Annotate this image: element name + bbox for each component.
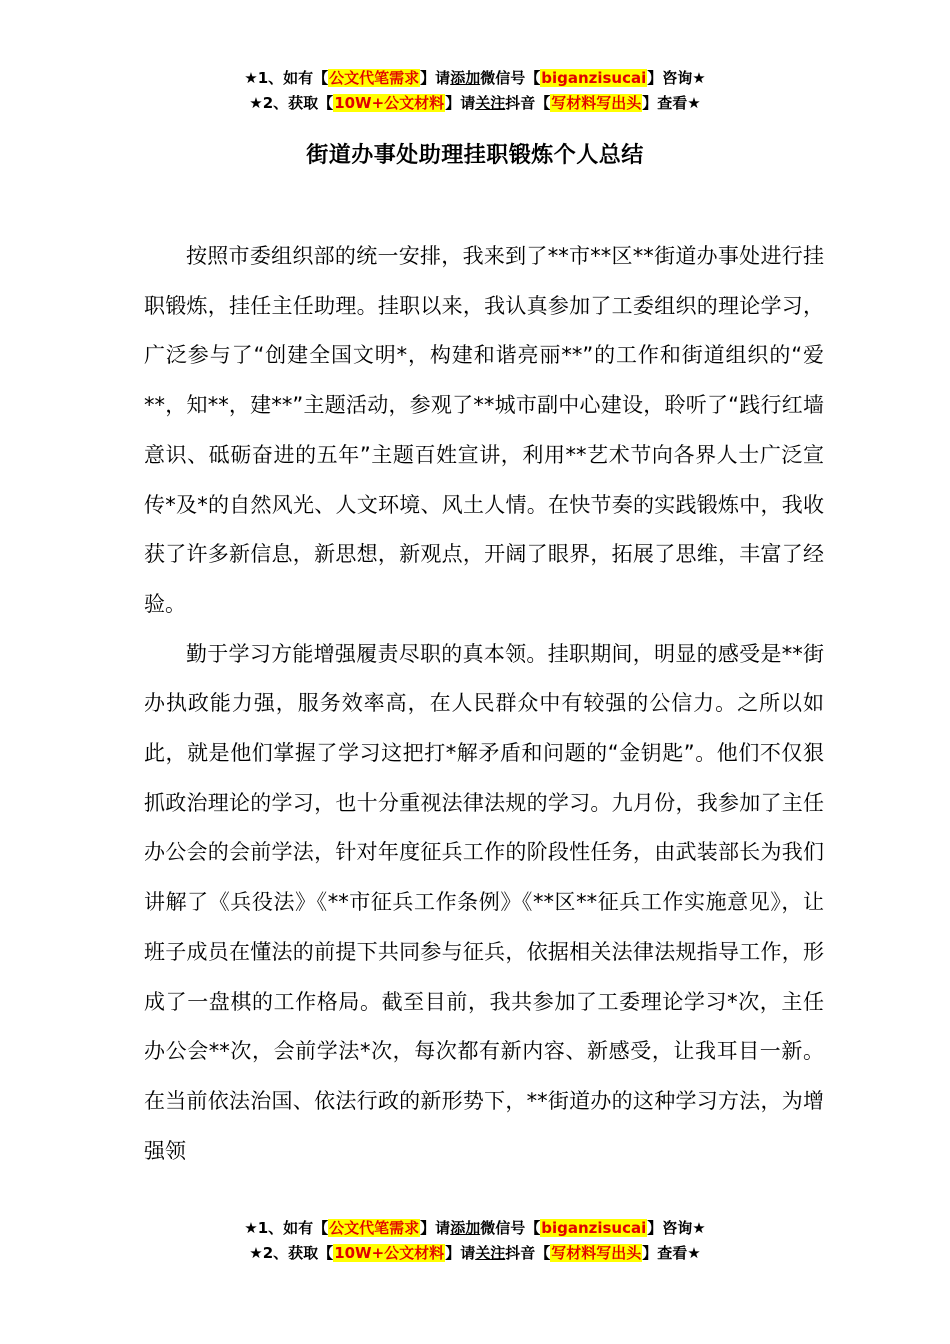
- promo-text: 抖音【: [505, 1244, 551, 1262]
- promo-highlight: 公文代笔需求: [329, 69, 420, 87]
- promo-text: 】请: [420, 1219, 451, 1237]
- promo-text: 】请: [445, 1244, 476, 1262]
- promo-text: 抖音【: [505, 94, 551, 112]
- promo-text: ★2、获取【: [249, 1244, 334, 1262]
- document-body: [144, 232, 824, 1176]
- promo-text: 】咨询★: [647, 69, 706, 87]
- promo-underline: 添加: [450, 69, 481, 87]
- promo-line-2: [0, 1241, 950, 1266]
- promo-text: 微信号【: [480, 69, 541, 87]
- body-paragraph: 勤于学习方能增强履责尽职的真本领。挂职期间，明显的感受是**街办执政能力强，服务效率高，在人民群众中有较强的公信力。之所以如此，就是他们掌握了学习这把打*解矛盾和问题的“金钥匙”。他们不仅狠抓政治理论的学习，也十分重视法律法规的学习。九月份，我参加了主任办公会的会前学法，针对年度征兵工作的阶段性任务，由武装部长为我们讲解了《兵役法》《**市征兵工作条例》《**区**征兵工作实施意见》，让班子成员在懂法的前提下共同参与征兵，依据相关法律法规指导工作，形成了一盘棋的工作格局。截至目前，我共参加了工委理论学习*次，主任办公会**次，会前学法*次，每次都有新内容、新感受，让我耳目一新。在当前依法治国、依法行政的新形势下，**街道办的这种学习方法，为增强领: [144, 641, 824, 1163]
- promo-highlight: 公文代笔需求: [329, 1219, 420, 1237]
- promo-text: ★2、获取【: [249, 94, 334, 112]
- promo-underline: 关注: [475, 94, 506, 112]
- promo-text: 】请: [445, 94, 476, 112]
- body-paragraph: 按照市委组织部的统一安排，我来到了**市**区**街道办事处进行挂职锻炼，挂任主任助理。挂职以来，我认真参加了工委组织的理论学习，广泛参与了“创建全国文明*，构建和谐亮丽**”的工作和街道组织的“爱**，知**，建**”主题活动，参观了**城市副中心建设，聆听了“践行红墙意识、砥砺奋进的五年”主题百姓宣讲，利用**艺术节向各界人士广泛宣传*及*的自然风光、人文环境、风土人情。在快节奏的实践锻炼中，我收获了许多新信息，新思想，新观点，开阔了眼界，拓展了思维，丰富了经验。: [144, 244, 824, 616]
- promo-text: 】请: [420, 69, 451, 87]
- promo-highlight: 写材料写出头: [551, 94, 642, 112]
- promo-line-1: [0, 1216, 950, 1241]
- promo-text: 微信号【: [480, 1219, 541, 1237]
- promo-highlight: biganzisucai: [541, 69, 647, 87]
- promo-line-2: [0, 91, 950, 116]
- promo-text: 】咨询★: [647, 1219, 706, 1237]
- promo-text: ★1、如有【: [244, 1219, 329, 1237]
- promo-text: 】查看★: [642, 94, 701, 112]
- promo-underline: 关注: [475, 1244, 506, 1262]
- bottom-promo-banner: [0, 1216, 950, 1266]
- promo-text: 】查看★: [642, 1244, 701, 1262]
- promo-highlight: biganzisucai: [541, 1219, 647, 1237]
- promo-highlight: 10W+公文材料: [334, 94, 445, 112]
- promo-highlight: 10W+公文材料: [334, 1244, 445, 1262]
- promo-text: ★1、如有【: [244, 69, 329, 87]
- promo-underline: 添加: [450, 1219, 481, 1237]
- document-title: 街道办事处助理挂职锻炼个人总结: [306, 143, 644, 168]
- promo-line-1: [0, 66, 950, 91]
- promo-highlight: 写材料写出头: [551, 1244, 642, 1262]
- top-promo-banner: [0, 66, 950, 116]
